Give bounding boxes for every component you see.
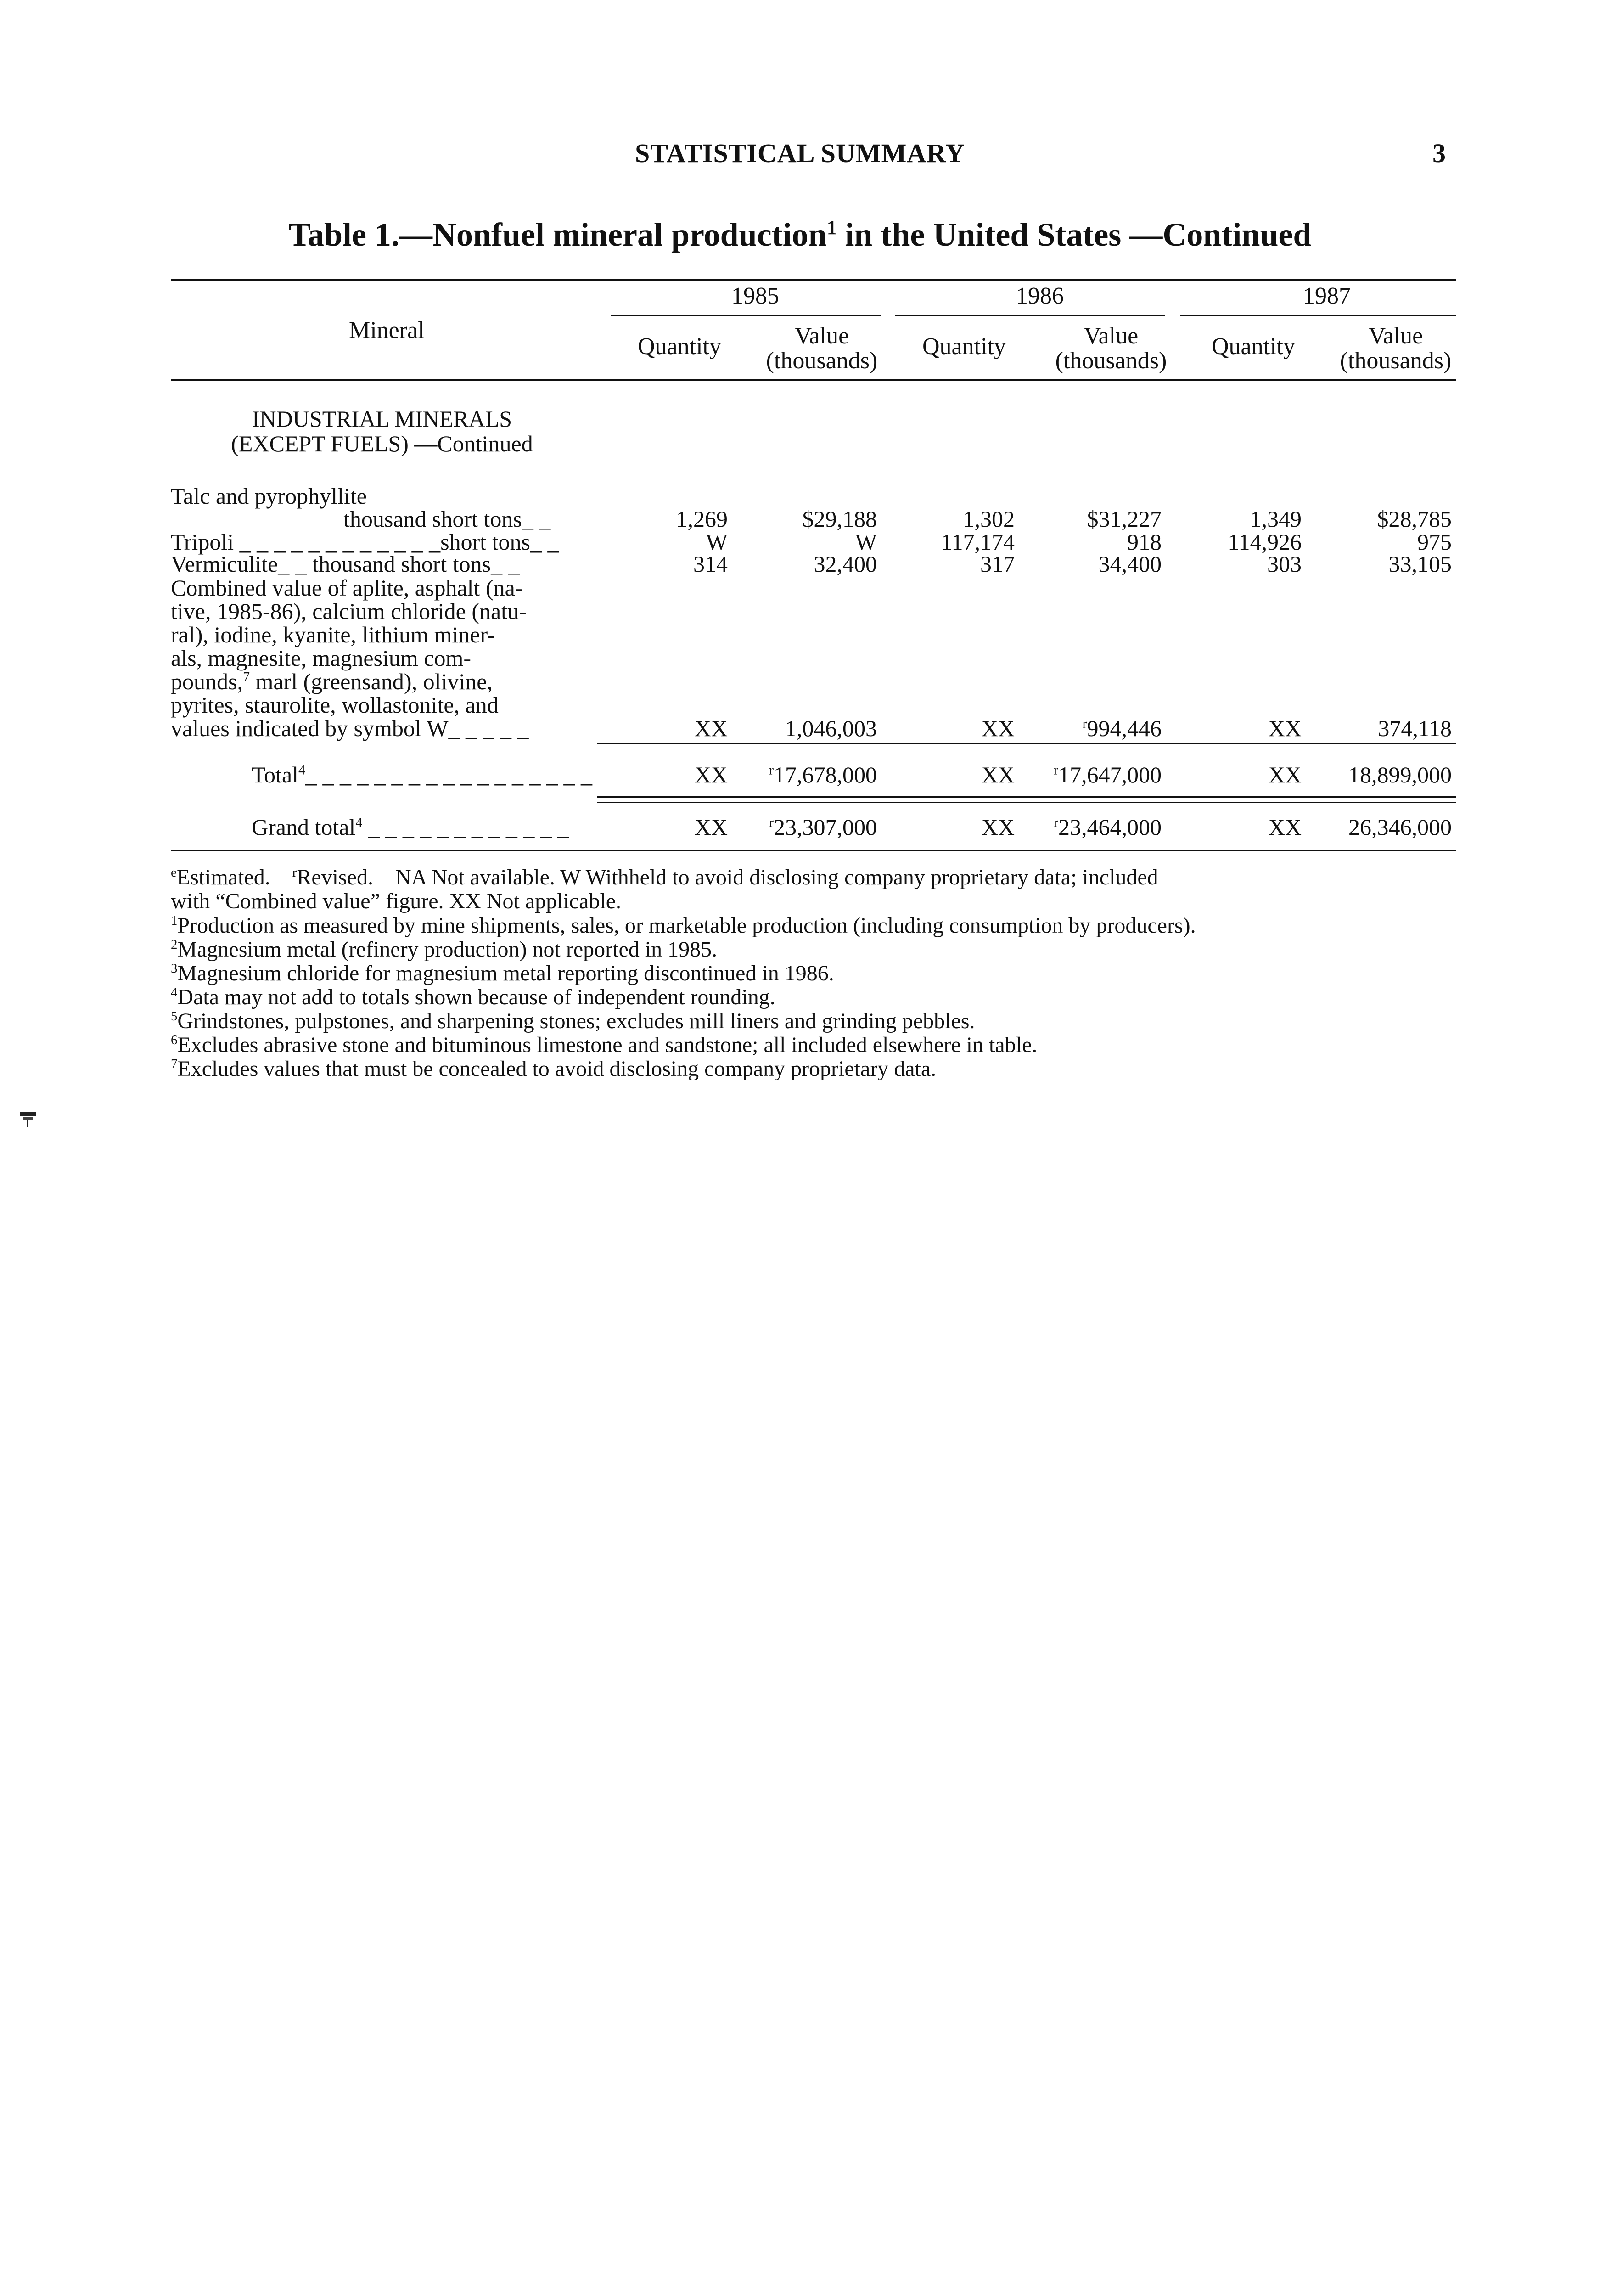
grand-total-value-1985: $^r$23,307,000 — [769, 814, 877, 840]
footnote-4: $^4$Data may not add to totals shown because of independent rounding. — [171, 985, 775, 1009]
grand-total-qty-1987: XX — [1268, 814, 1302, 840]
vermiculite-value-1987: 33,105 — [1388, 551, 1452, 577]
total-qty-1985: XX — [694, 762, 728, 788]
year-1986-header: 1986 — [1016, 283, 1064, 309]
total-value-1986: $^r$17,647,000 — [1054, 762, 1162, 788]
tripoli-qty-1987: 114,926 — [1228, 529, 1302, 555]
table-bottom-rule — [171, 850, 1456, 851]
combined-value-1987: 374,118 — [1378, 715, 1452, 741]
quantity-header-1987: Quantity — [1212, 333, 1295, 360]
vermiculite-qty-1986: 317 — [980, 551, 1015, 577]
combined-qty-1985: XX — [694, 715, 728, 741]
talc-value-1987: $28,785 — [1377, 506, 1452, 532]
quantity-header-1985: Quantity — [638, 333, 721, 360]
total-value-1985: $^r$17,678,000 — [769, 762, 877, 788]
grand-total-value-1987: 26,346,000 — [1348, 814, 1452, 840]
total-top-rule — [597, 743, 1456, 744]
year-1987-rule — [1180, 315, 1456, 316]
grand-total-rule-2 — [597, 802, 1456, 803]
year-1986-rule — [895, 315, 1165, 316]
table-top-rule — [171, 279, 1456, 281]
total-qty-1987: XX — [1268, 762, 1302, 788]
combined-line-6: pyrites, staurolite, wollastonite, and — [171, 692, 499, 718]
talc-qty-1987: 1,349 — [1250, 506, 1302, 532]
tripoli-value-1986: 918 — [1127, 529, 1162, 555]
talc-qty-1986: 1,302 — [963, 506, 1015, 532]
grand-total-value-1986: $^r$23,464,000 — [1054, 814, 1162, 840]
combined-qty-1986: XX — [981, 715, 1015, 741]
footnote-5: $^5$Grindstones, pulpstones, and sharpening stones; excludes mill liners and grinding pebbles. — [171, 1009, 975, 1033]
grand-total-label: Grand total$^4$ _ _ _ _ _ _ _ _ _ _ _ _ — [252, 814, 569, 840]
talc-qty-1985: 1,269 — [676, 506, 728, 532]
tripoli-value-1985: W — [855, 529, 877, 555]
scan-mark-icon — [18, 1111, 38, 1128]
page-number: 3 — [1432, 138, 1446, 168]
combined-line-5: pounds,$^7$ marl (greensand), olivine, — [171, 669, 493, 694]
combined-line-1: Combined value of aplite, asphalt (na- — [171, 575, 523, 601]
tripoli-value-1987: 975 — [1417, 529, 1452, 555]
total-value-1987: 18,899,000 — [1348, 762, 1452, 788]
footnote-1: $^1$Production as measured by mine shipments, sales, or marketable production (including consumption by producers). — [171, 913, 1196, 938]
quantity-header-1986: Quantity — [922, 333, 1006, 360]
total-qty-1986: XX — [981, 762, 1015, 788]
running-title: STATISTICAL SUMMARY — [635, 138, 965, 168]
value-header-1985: Value (thousands) — [766, 323, 878, 374]
year-1987-header: 1987 — [1303, 283, 1351, 309]
combined-line-7: values indicated by symbol W_ _ _ _ _ — [171, 715, 529, 741]
year-1985-rule — [611, 315, 881, 316]
vermiculite-qty-1987: 303 — [1267, 551, 1302, 577]
combined-value-1985: 1,046,003 — [785, 715, 877, 741]
combined-value-1986: $^r$994,446 — [1082, 715, 1162, 741]
grand-total-qty-1986: XX — [981, 814, 1015, 840]
year-1985-header: 1985 — [731, 283, 779, 309]
vermiculite-value-1986: 34,400 — [1098, 551, 1162, 577]
section-heading: INDUSTRIAL MINERALS (EXCEPT FUELS) —Continued — [231, 406, 533, 456]
footnote-2: $^2$Magnesium metal (refinery production) not reported in 1985. — [171, 937, 718, 962]
footnote-3: $^3$Magnesium chloride for magnesium metal reporting discontinued in 1986. — [171, 961, 834, 985]
tripoli-qty-1985: W — [706, 529, 728, 555]
vermiculite-label: Vermiculite_ _ thousand short tons_ _ — [171, 551, 520, 577]
combined-line-4: als, magnesite, magnesium com- — [171, 645, 472, 671]
combined-line-3: ral), iodine, kyanite, lithium miner- — [171, 622, 495, 647]
talc-value-1985: $29,188 — [802, 506, 877, 532]
footnote-7: $^7$Excludes values that must be concealed to avoid disclosing company proprietary data. — [171, 1057, 937, 1081]
vermiculite-value-1985: 32,400 — [814, 551, 877, 577]
vermiculite-qty-1985: 314 — [693, 551, 728, 577]
footnote-legend-line-2: with “Combined value” figure. XX Not applicable. — [171, 889, 622, 913]
mineral-column-header: Mineral — [349, 317, 425, 343]
combined-line-2: tive, 1985-86), calcium chloride (natu- — [171, 598, 527, 624]
value-header-1986: Value (thousands) — [1055, 323, 1167, 374]
footnote-legend-line-1: $^e$Estimated. $^r$Revised. NA Not available. W Withheld to avoid disclosing company proprietary data; included — [171, 865, 1158, 889]
table-title: Table 1.—Nonfuel mineral production$^1$ in the United States —Continued — [288, 216, 1312, 253]
value-header-1987: Value (thousands) — [1340, 323, 1452, 374]
tripoli-label: Tripoli _ _ _ _ _ _ _ _ _ _ _ _short tons_ _ — [171, 529, 559, 555]
table-header-rule — [171, 379, 1456, 381]
combined-qty-1987: XX — [1268, 715, 1302, 741]
talc-value-1986: $31,227 — [1087, 506, 1162, 532]
grand-total-qty-1985: XX — [694, 814, 728, 840]
tripoli-qty-1986: 117,174 — [941, 529, 1015, 555]
footnote-6: $^6$Excludes abrasive stone and bituminous limestone and sandstone; all included elsewhere in table. — [171, 1033, 1038, 1057]
total-label: Total$^4$_ _ _ _ _ _ _ _ _ _ _ _ _ _ _ _ _ — [252, 762, 593, 788]
talc-label: Talc and pyrophyllite — [171, 483, 367, 509]
grand-total-rule-1 — [597, 796, 1456, 798]
talc-unit-label: thousand short tons_ _ — [343, 506, 551, 532]
